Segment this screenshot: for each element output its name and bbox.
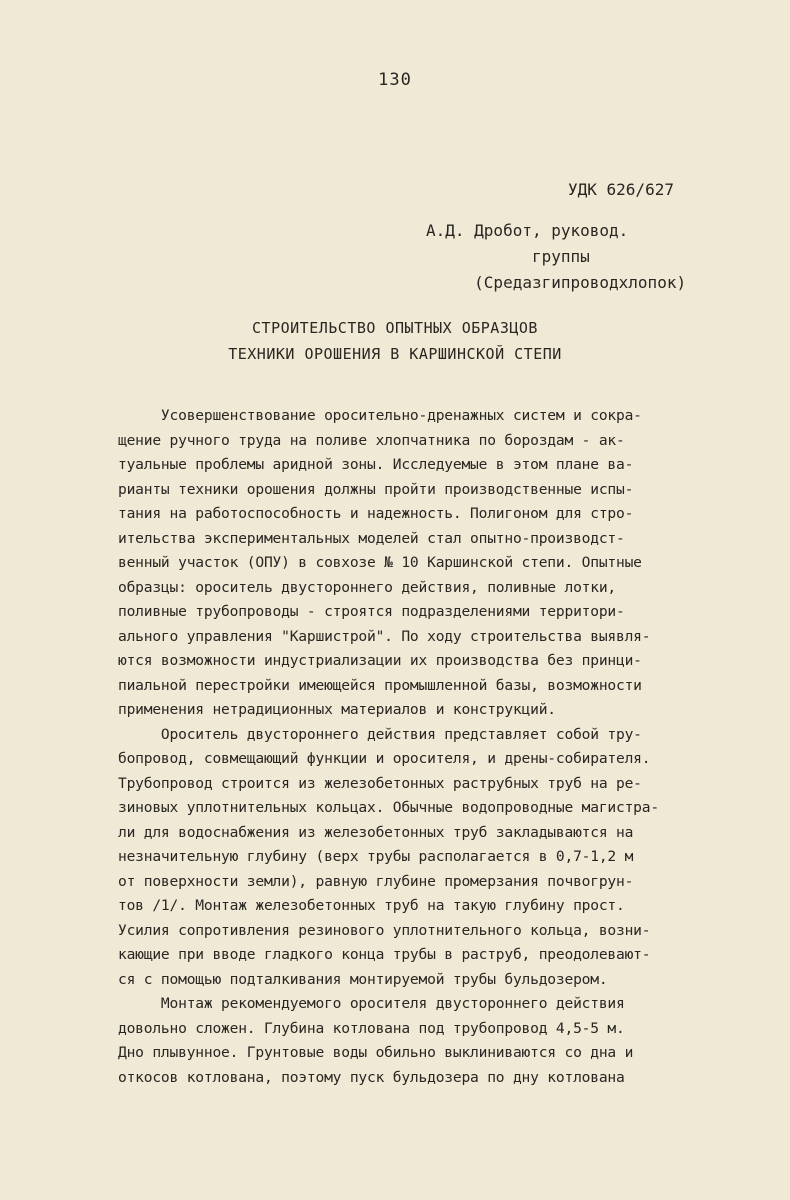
body-line: Ороситель двустороннего действия представляет собой тру- — [118, 725, 642, 743]
body-line: ли для водоснабжения из железобетонных труб закладываются на — [118, 823, 634, 841]
body-line: зиновых уплотнительных кольцах. Обычные водопроводные магистра- — [118, 799, 659, 816]
body-line: туальные проблемы аридной зоны. Исследуемые в этом плане ва- — [118, 456, 634, 473]
title-line: СТРОИТЕЛЬСТВО ОПЫТНЫХ ОБРАЗЦОВ — [252, 319, 538, 337]
article-title — [0, 315, 790, 367]
body-line: тов /1/. Монтаж железобетонных труб на такую глубину прост. — [118, 897, 625, 914]
body-line: Дно плывунное. Грунтовые воды обильно выклиниваются со дна и — [118, 1044, 634, 1061]
body-line: рианты техники орошения должны пройти производственные испы- — [118, 480, 634, 498]
body-line: тания на работоспособность и надежность. Полигоном для стро- — [118, 505, 634, 522]
body-line: щение ручного труда на поливе хлопчатника по бороздам - ак- — [118, 431, 625, 449]
body-line: довольно сложен. Глубина котлована под трубопровод 4,5-5 м. — [118, 1019, 625, 1037]
body-line: от поверхности земли), равную глубине промерзания почвогрун- — [118, 872, 634, 890]
author-line: группы — [426, 247, 590, 266]
body-line: откосов котлована, поэтому пуск бульдозера по дну котлована — [118, 1068, 625, 1086]
body-line: пиальной перестройки имеющейся промышленной базы, возможности — [118, 676, 642, 694]
author-line: А.Д. Дробот, руковод. — [426, 221, 629, 240]
body-line: Усовершенствование оросительно-дренажных систем и сокра- — [118, 407, 642, 424]
author-block — [426, 218, 686, 296]
body-line: венный участок (ОПУ) в совхозе № 10 Каршинской степи. Опытные — [118, 554, 642, 571]
page-number: 130 — [378, 70, 412, 90]
body-line: Монтаж рекомендуемого оросителя двустороннего действия — [118, 995, 625, 1012]
article-body — [118, 404, 659, 1090]
body-line: Усилия сопротивления резинового уплотнительного кольца, возни- — [118, 921, 651, 939]
body-line: бопровод, совмещающий функции и оросителя, и дрены-собирателя. — [118, 750, 651, 767]
body-line: применения нетрадиционных материалов и конструкций. — [118, 701, 556, 718]
body-line: ального управления "Каршистрой". По ходу строительства выявля- — [118, 627, 651, 645]
title-line: ТЕХНИКИ ОРОШЕНИЯ В КАРШИНСКОЙ СТЕПИ — [228, 345, 562, 363]
body-line: поливные трубопроводы - строятся подразделениями территори- — [118, 603, 625, 620]
body-line: ительства экспериментальных моделей стал опытно-производст- — [118, 529, 625, 547]
body-line: незначительную глубину (верх трубы располагается в 0,7-1,2 м — [118, 848, 634, 865]
body-line: Трубопровод строится из железобетонных раструбных труб на ре- — [118, 774, 642, 792]
body-line: образцы: ороситель двустороннего действия, поливные лотки, — [118, 578, 616, 596]
body-line: ются возможности индустриализации их производства без принци- — [118, 652, 642, 669]
author-line: (Средазгипроводхлопок) — [426, 273, 687, 292]
body-line: ся с помощью подталкивания монтируемой трубы бульдозером. — [118, 970, 608, 988]
body-line: кающие при вводе гладкого конца трубы в раструб, преодолевают- — [118, 946, 651, 963]
udk-code: УДК 626/627 — [568, 180, 674, 199]
